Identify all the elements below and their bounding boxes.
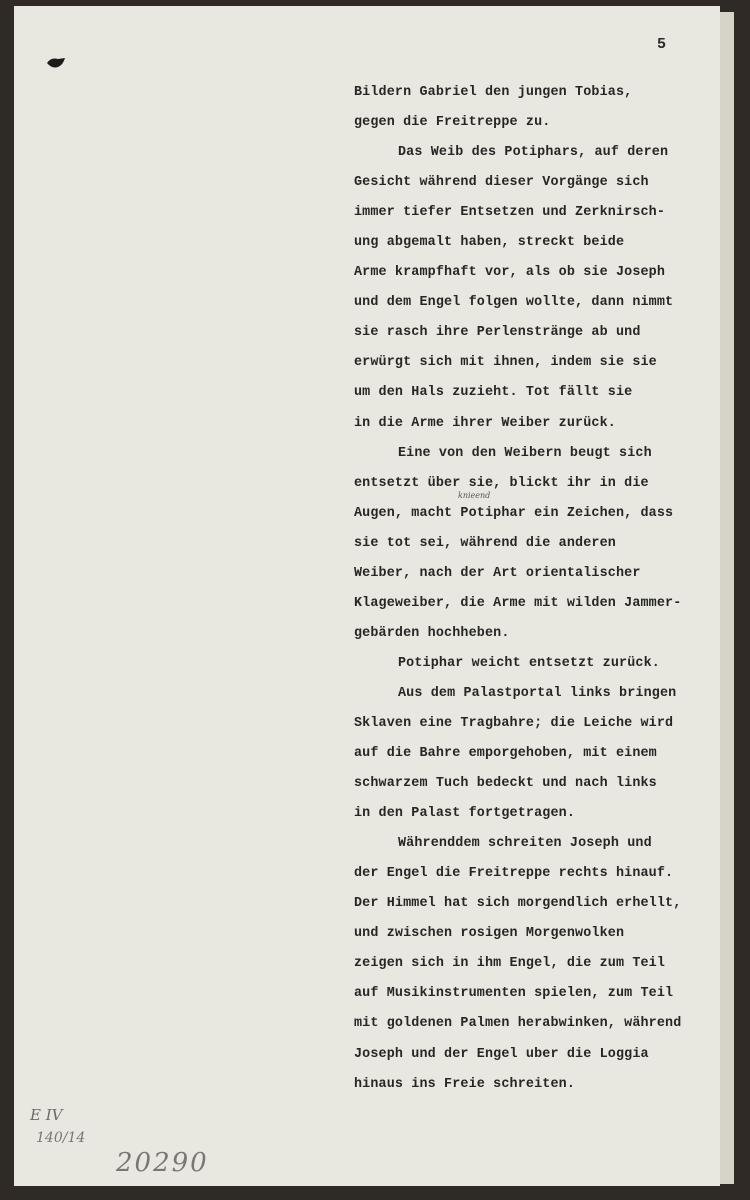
handwritten-shelfmark: E IV [30, 1106, 63, 1124]
punch-hole-icon [46, 56, 66, 70]
text-line: Gesicht während dieser Vorgänge sich [354, 175, 649, 191]
text-line: immer tiefer Entsetzen und Zerknirsch- [354, 205, 666, 221]
text-line: um den Hals zuzieht. Tot fällt sie [354, 385, 633, 401]
typescript-text [354, 78, 714, 1100]
text-line: Eine von den Weibern beugt sich [398, 445, 652, 461]
text-line: Der Himmel hat sich morgendlich erhellt, [354, 896, 682, 912]
paper-edge [720, 12, 734, 1184]
text-line: zeigen sich in ihm Engel, die zum Teil [354, 956, 666, 972]
text-line: erwürgt sich mit ihnen, indem sie sie [354, 355, 657, 371]
text-line: Weiber, nach der Art orientalischer [354, 565, 641, 581]
text-line: ung abgemalt haben, streckt beide [354, 235, 625, 251]
text-line: Joseph und der Engel uber die Loggia [354, 1046, 649, 1062]
text-line: Augen, macht Potiphar ein Zeichen, dass [354, 505, 674, 521]
text-line: Potiphar weicht entsetzt zurück. [398, 655, 660, 671]
page-number: 5 [657, 36, 667, 53]
text-line: gebärden hochheben. [354, 625, 510, 641]
handwritten-insertion: knieend [458, 491, 491, 500]
text-line: Aus dem Palastportal links bringen [398, 685, 677, 701]
text-line: Währenddem schreiten Joseph und [398, 836, 652, 852]
text-line: entsetzt über sie, blickt ihr in die [354, 475, 649, 491]
text-line: der Engel die Freitreppe rechts hinauf. [354, 866, 674, 882]
text-line: in die Arme ihrer Weiber zurück. [354, 415, 616, 431]
text-line: Klageweiber, die Arme mit wilden Jammer- [354, 595, 682, 611]
text-line: schwarzem Tuch bedeckt und nach links [354, 776, 657, 792]
text-line: auf die Bahre emporgehoben, mit einem [354, 746, 657, 762]
text-line: auf Musikinstrumenten spielen, zum Teil [354, 986, 674, 1002]
text-line: hinaus ins Freie schreiten. [354, 1076, 576, 1092]
text-line: Bildern Gabriel den jungen Tobias, [354, 85, 633, 100]
text-line: Das Weib des Potiphars, auf deren [398, 145, 669, 161]
text-line: gegen die Freitreppe zu. [354, 115, 551, 131]
text-line: sie tot sei, während die anderen [354, 535, 616, 551]
text-line: Arme krampfhaft vor, als ob sie Joseph [354, 265, 666, 281]
handwritten-folio: 140/14 [36, 1130, 86, 1146]
text-line: sie rasch ihre Perlenstränge ab und [354, 325, 641, 341]
text-line: und dem Engel folgen wollte, dann nimmt [354, 295, 674, 311]
text-line: mit goldenen Palmen herabwinken, während [354, 1016, 682, 1032]
text-line: Sklaven eine Tragbahre; die Leiche wird [354, 715, 674, 731]
text-line: in den Palast fortgetragen. [354, 806, 576, 822]
text-line: und zwischen rosigen Morgenwolken [354, 926, 625, 942]
handwritten-number: 20290 [116, 1148, 209, 1178]
